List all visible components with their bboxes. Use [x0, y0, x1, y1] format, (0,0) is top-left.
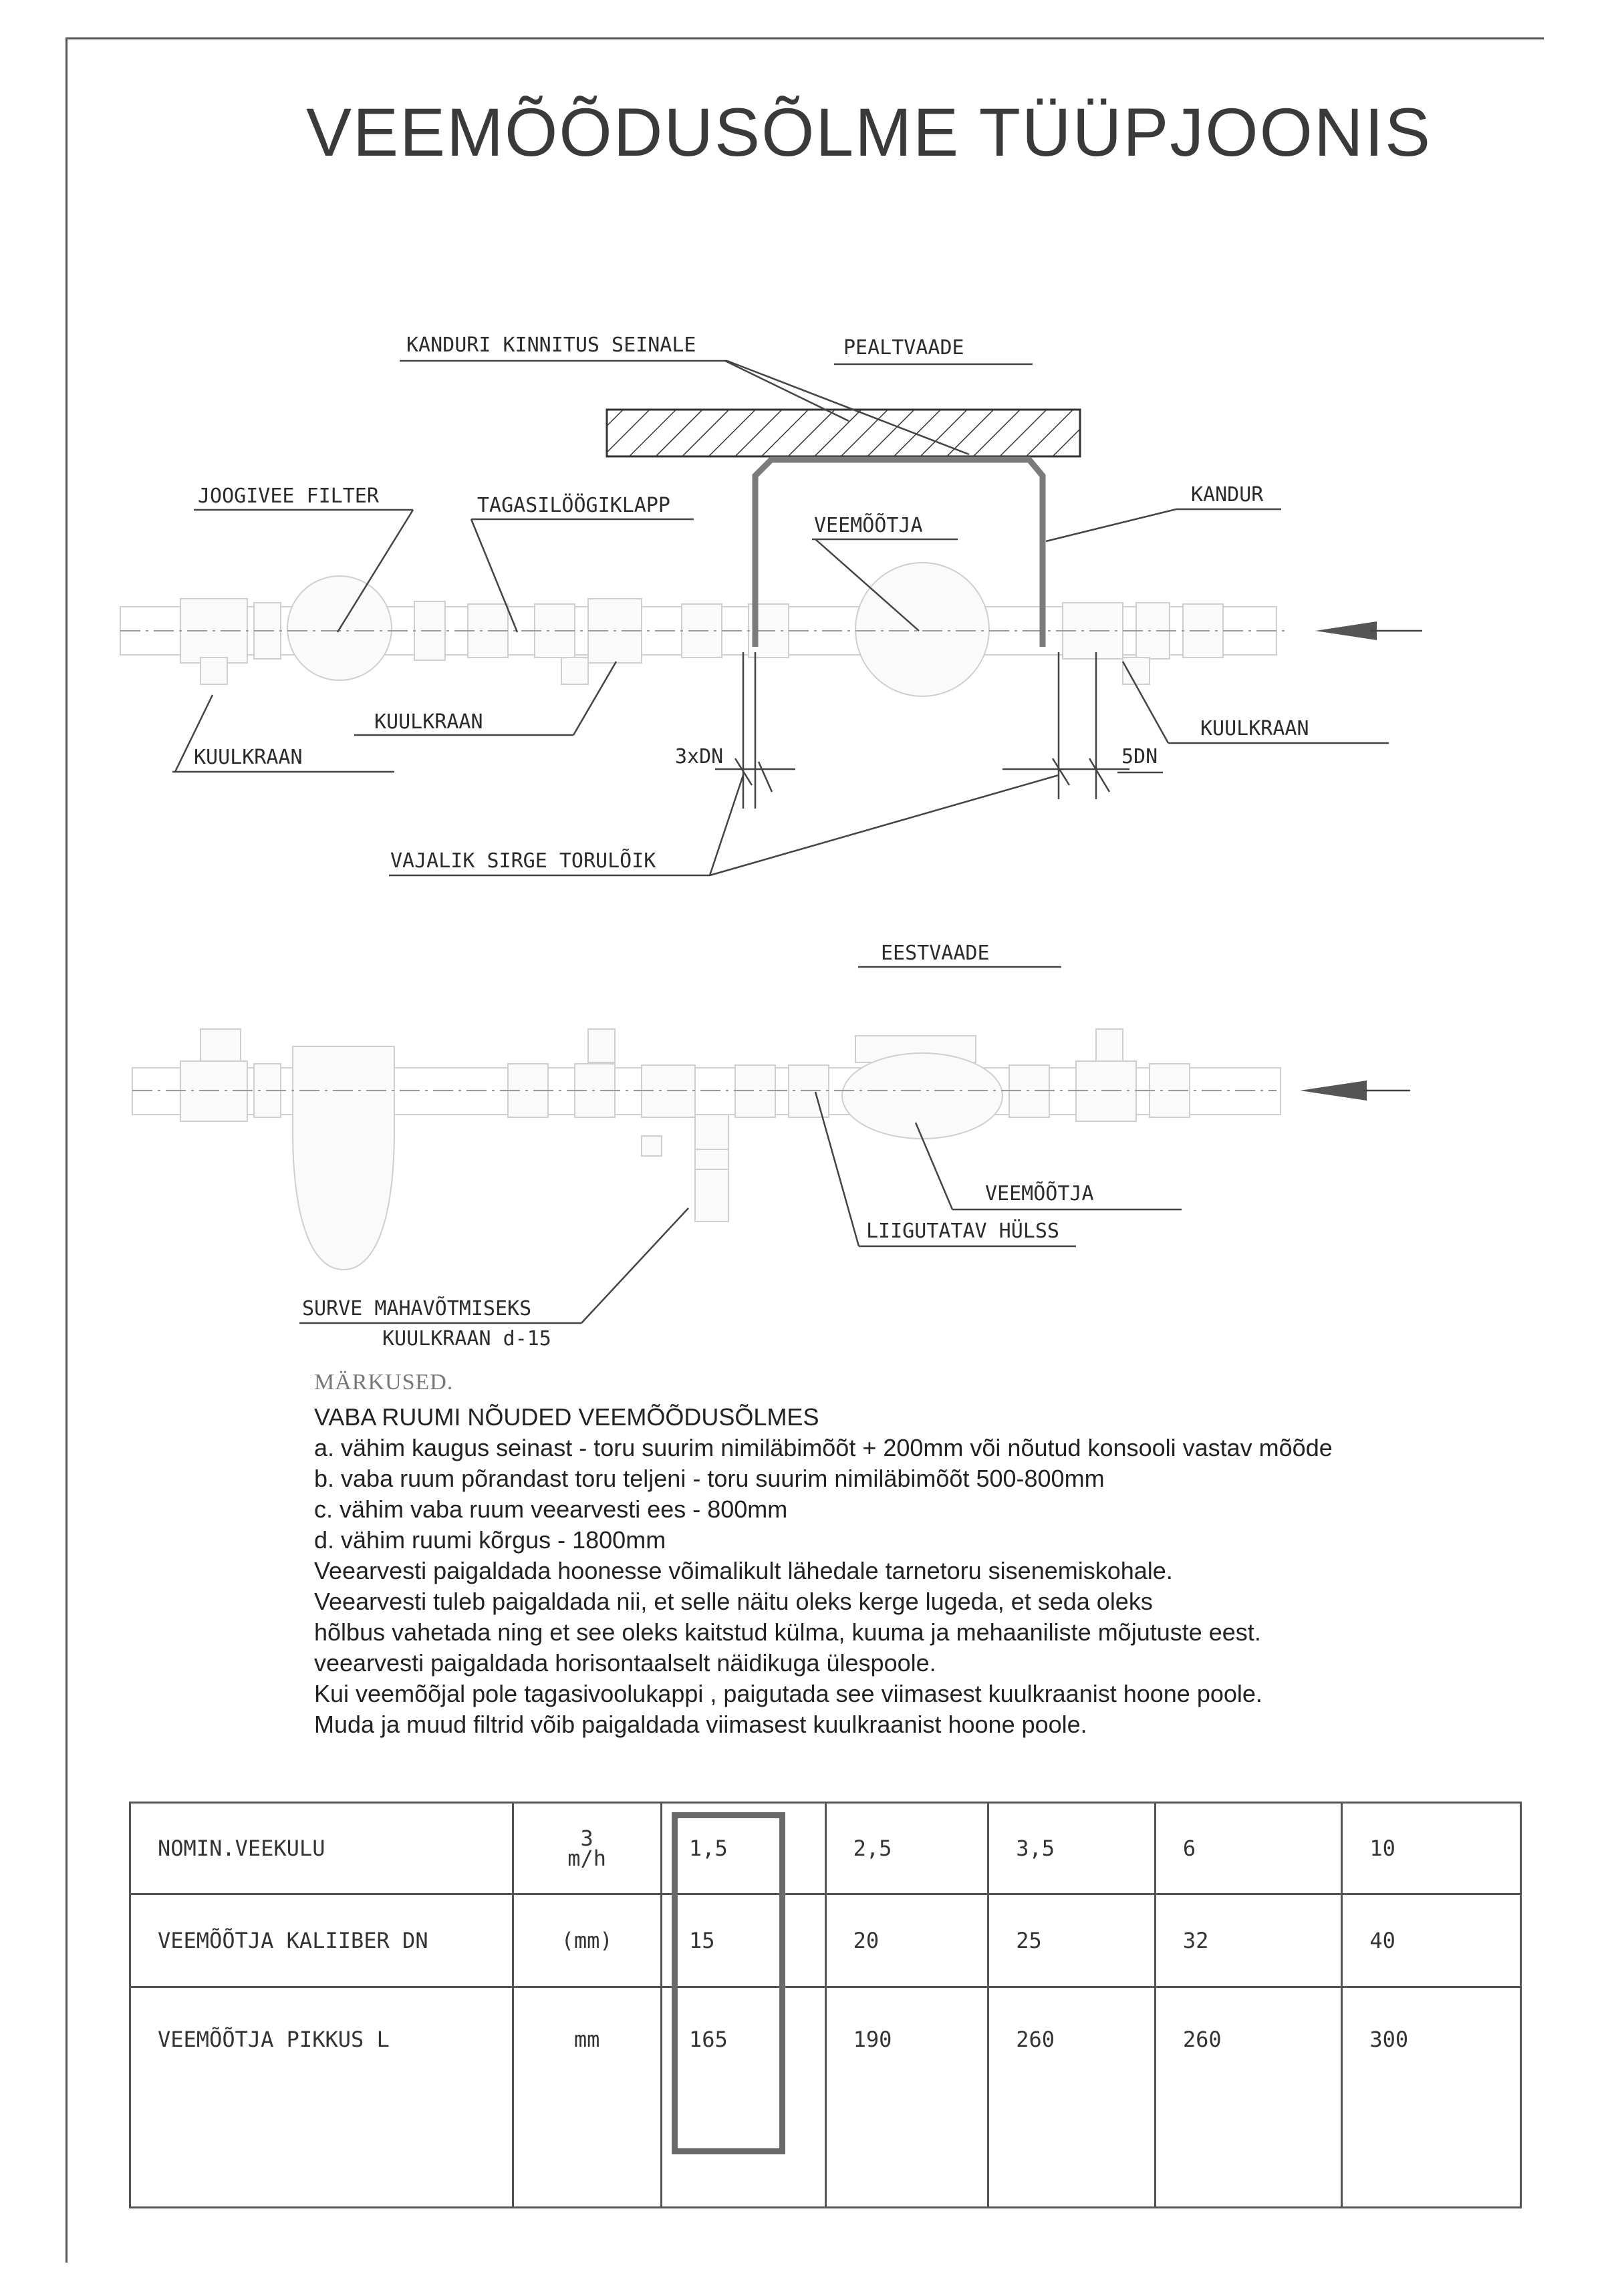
note-line: hõlbus vahetada ning et see oleks kaitstud külma, kuuma ja mehaaniliste mõjutuste eest.: [314, 1618, 1261, 1646]
unit-superscript: 3: [580, 1826, 593, 1851]
flow-arrow-top: [1315, 621, 1422, 640]
label-5dn: 5DN: [1121, 745, 1158, 768]
row-unit: [513, 1803, 662, 1894]
unit-text: m/h: [567, 1846, 607, 1871]
note-line: Veearvesti tuleb paigaldada nii, et selle näitu oleks kerge lugeda, et seda oleks: [314, 1588, 1153, 1615]
label-ball-valve-left: KUULKRAAN: [194, 746, 303, 769]
label-meter-top: VEEMÕÕTJA: [814, 514, 923, 537]
label-eestvaade: EESTVAADE: [881, 942, 990, 965]
label-kandur: KANDUR: [1191, 483, 1264, 507]
label-sleeve: LIIGUTATAV HÜLSS: [866, 1219, 1059, 1243]
table-cell: 20: [825, 1894, 988, 1987]
table-row: [130, 1894, 1521, 1987]
front-view: [132, 942, 1410, 1350]
note-line: VABA RUUMI NÕUDED VEEMÕÕDUSÕLMES: [314, 1403, 819, 1431]
label-check-valve: TAGASILÖÖGIKLAPP: [477, 494, 670, 517]
table-cell: 190: [825, 1987, 988, 2208]
leader-straight-pipe-a: [710, 775, 743, 875]
meter-spec-table: [129, 1802, 1522, 2208]
label-ball-valve-right: KUULKRAAN: [1200, 717, 1309, 740]
label-pressure-line1: SURVE MAHAVÕTMISEKS: [302, 1297, 532, 1320]
table-cell: 10: [1342, 1803, 1521, 1894]
selected-column-highlight: [672, 1812, 785, 2154]
note-line: b. vaba ruum põrandast toru teljeni - toru suurim nimiläbimõõt 500-800mm: [314, 1465, 1105, 1492]
notes-section: [314, 1367, 1504, 1740]
label-pealtvaade: PEALTVAADE: [843, 336, 964, 360]
note-line: Muda ja muud filtrid võib paigaldada viimasest kuulkraanist hoone poole.: [314, 1711, 1087, 1738]
table-cell: 260: [1155, 1987, 1342, 2208]
row-label: VEEMÕÕTJA PIKKUS L: [130, 1987, 513, 2208]
note-line: Veearvesti paigaldada hoonesse võimalikult lähedale tarnetoru sisenemiskohale.: [314, 1557, 1173, 1584]
row-label: NOMIN.VEEKULU: [130, 1803, 513, 1894]
dim-tick-4: [1089, 758, 1109, 792]
label-meter-front: VEEMÕÕTJA: [985, 1182, 1094, 1205]
wall-hatch: [607, 410, 1080, 456]
pipe-run-front: [132, 1029, 1281, 1270]
table-cell: 40: [1342, 1894, 1521, 1987]
table-row: [130, 1803, 1521, 1894]
page-title: VEEMÕÕDUSÕLME TÜÜPJOONIS: [305, 94, 1432, 170]
table-cell: 1,5: [661, 1803, 825, 1894]
table-row: [130, 1987, 1521, 2208]
table-cell: 300: [1342, 1987, 1521, 2208]
leader-pressure: [581, 1208, 688, 1323]
label-pressure-line2: KUULKRAAN d-15: [382, 1327, 551, 1350]
table-cell: 260: [988, 1987, 1156, 2208]
note-line: Kui veemõõjal pole tagasivoolukappi , paigutada see viimasest kuulkraanist hoone poole.: [314, 1680, 1262, 1707]
row-label: VEEMÕÕTJA KALIIBER DN: [130, 1894, 513, 1987]
notes-heading: MÄRKUSED.: [314, 1370, 454, 1395]
label-bracket-fixing: KANDURI KINNITUS SEINALE: [406, 333, 696, 357]
label-straight-pipe: VAJALIK SIRGE TORULÕIK: [390, 849, 656, 873]
label-filter: JOOGIVEE FILTER: [198, 484, 379, 508]
table-cell: 25: [988, 1894, 1156, 1987]
table-cell: 32: [1155, 1894, 1342, 1987]
meter-body-top: [855, 563, 989, 696]
row-unit: (mm): [513, 1894, 662, 1987]
flow-arrow-front: [1300, 1081, 1410, 1101]
table-cell: 3,5: [988, 1803, 1156, 1894]
table-cell: 2,5: [825, 1803, 988, 1894]
label-3xdn: 3xDN: [675, 745, 724, 768]
leader-straight-pipe-b: [710, 775, 1059, 875]
note-line: d. vähim ruumi kõrgus - 1800mm: [314, 1526, 666, 1554]
row-unit: mm: [513, 1987, 662, 2208]
table-cell: 15: [661, 1894, 825, 1987]
dim-tick-2: [759, 762, 772, 792]
table-cell: 6: [1155, 1803, 1342, 1894]
table-cell: 165: [661, 1987, 825, 2208]
note-line: a. vähim kaugus seinast - toru suurim nimiläbimõõt + 200mm või nõutud konsooli vastav mõõde: [314, 1434, 1333, 1461]
label-ball-valve-mid: KUULKRAAN: [374, 710, 483, 734]
note-line: veearvesti paigaldada horisontaalselt näidikuga ülespoole.: [314, 1649, 936, 1677]
leader-kandur: [1046, 509, 1176, 541]
top-view: [120, 333, 1422, 875]
note-line: c. vähim vaba ruum veearvesti ees - 800mm: [314, 1495, 788, 1523]
dim-tick-3: [1053, 758, 1069, 785]
